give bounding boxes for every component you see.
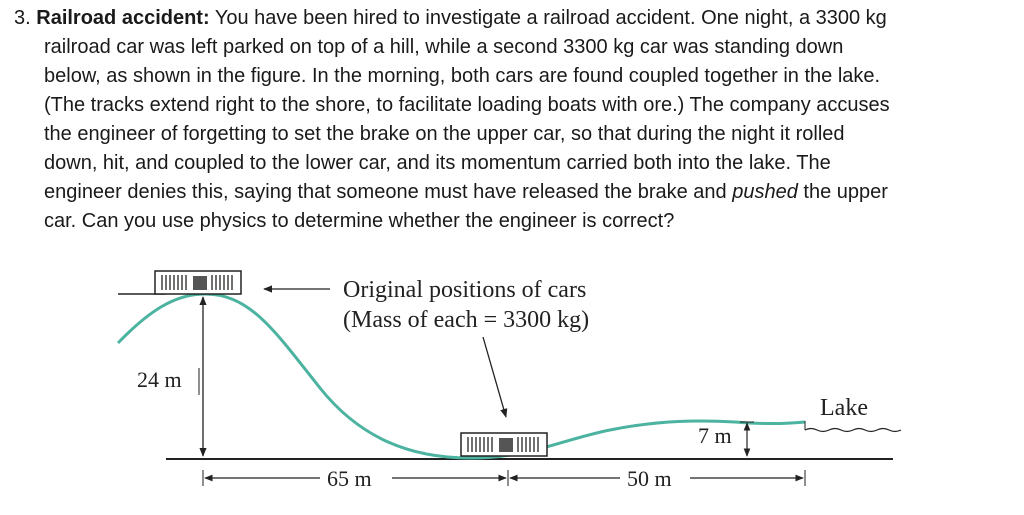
caption-line-2: (Mass of each = 3300 kg) [343, 307, 590, 333]
lower-railroad-car [461, 433, 547, 456]
small-height-label: 7 m [698, 423, 732, 448]
lake-water-line [805, 429, 901, 432]
problem-text-1: You have been hired to investigate a railroad accident. One night, a 3300 kg [209, 7, 887, 29]
dist1-label: 65 m [327, 466, 372, 491]
problem-title: Railroad accident: [36, 7, 210, 29]
problem-line-6: down, hit, and coupled to the lower car, and its momentum carried both into the lake. The [44, 152, 831, 174]
problem-line-4: (The tracks extend right to the shore, to facilitate loading boats with ore.) The company accuses [44, 94, 890, 116]
problem-number: 3. [14, 7, 31, 29]
arrow-to-lower-car [483, 337, 506, 417]
emphasis-pushed: pushed [732, 181, 798, 203]
lake-label: Lake [820, 395, 868, 421]
dist2-label: 50 m [627, 466, 672, 491]
problem-line-2: railroad car was left parked on top of a hill, while a second 3300 kg car was standing down [44, 36, 844, 58]
problem-line-5: the engineer of forgetting to set the brake on the upper car, so that during the night it rolled [44, 123, 845, 145]
caption-line-1: Original positions of cars [343, 277, 587, 303]
problem-line-8: car. Can you use physics to determine whether the engineer is correct? [44, 210, 675, 232]
upper-railroad-car [155, 271, 241, 294]
problem-line-7-end: the upper [797, 181, 888, 203]
problem-line-3: below, as shown in the figure. In the morning, both cars are found coupled together in the lake. [44, 65, 881, 87]
height-label: 24 m [137, 367, 182, 392]
problem-line-7-start: engineer denies this, saying that someone must have released the brake and [44, 181, 733, 203]
